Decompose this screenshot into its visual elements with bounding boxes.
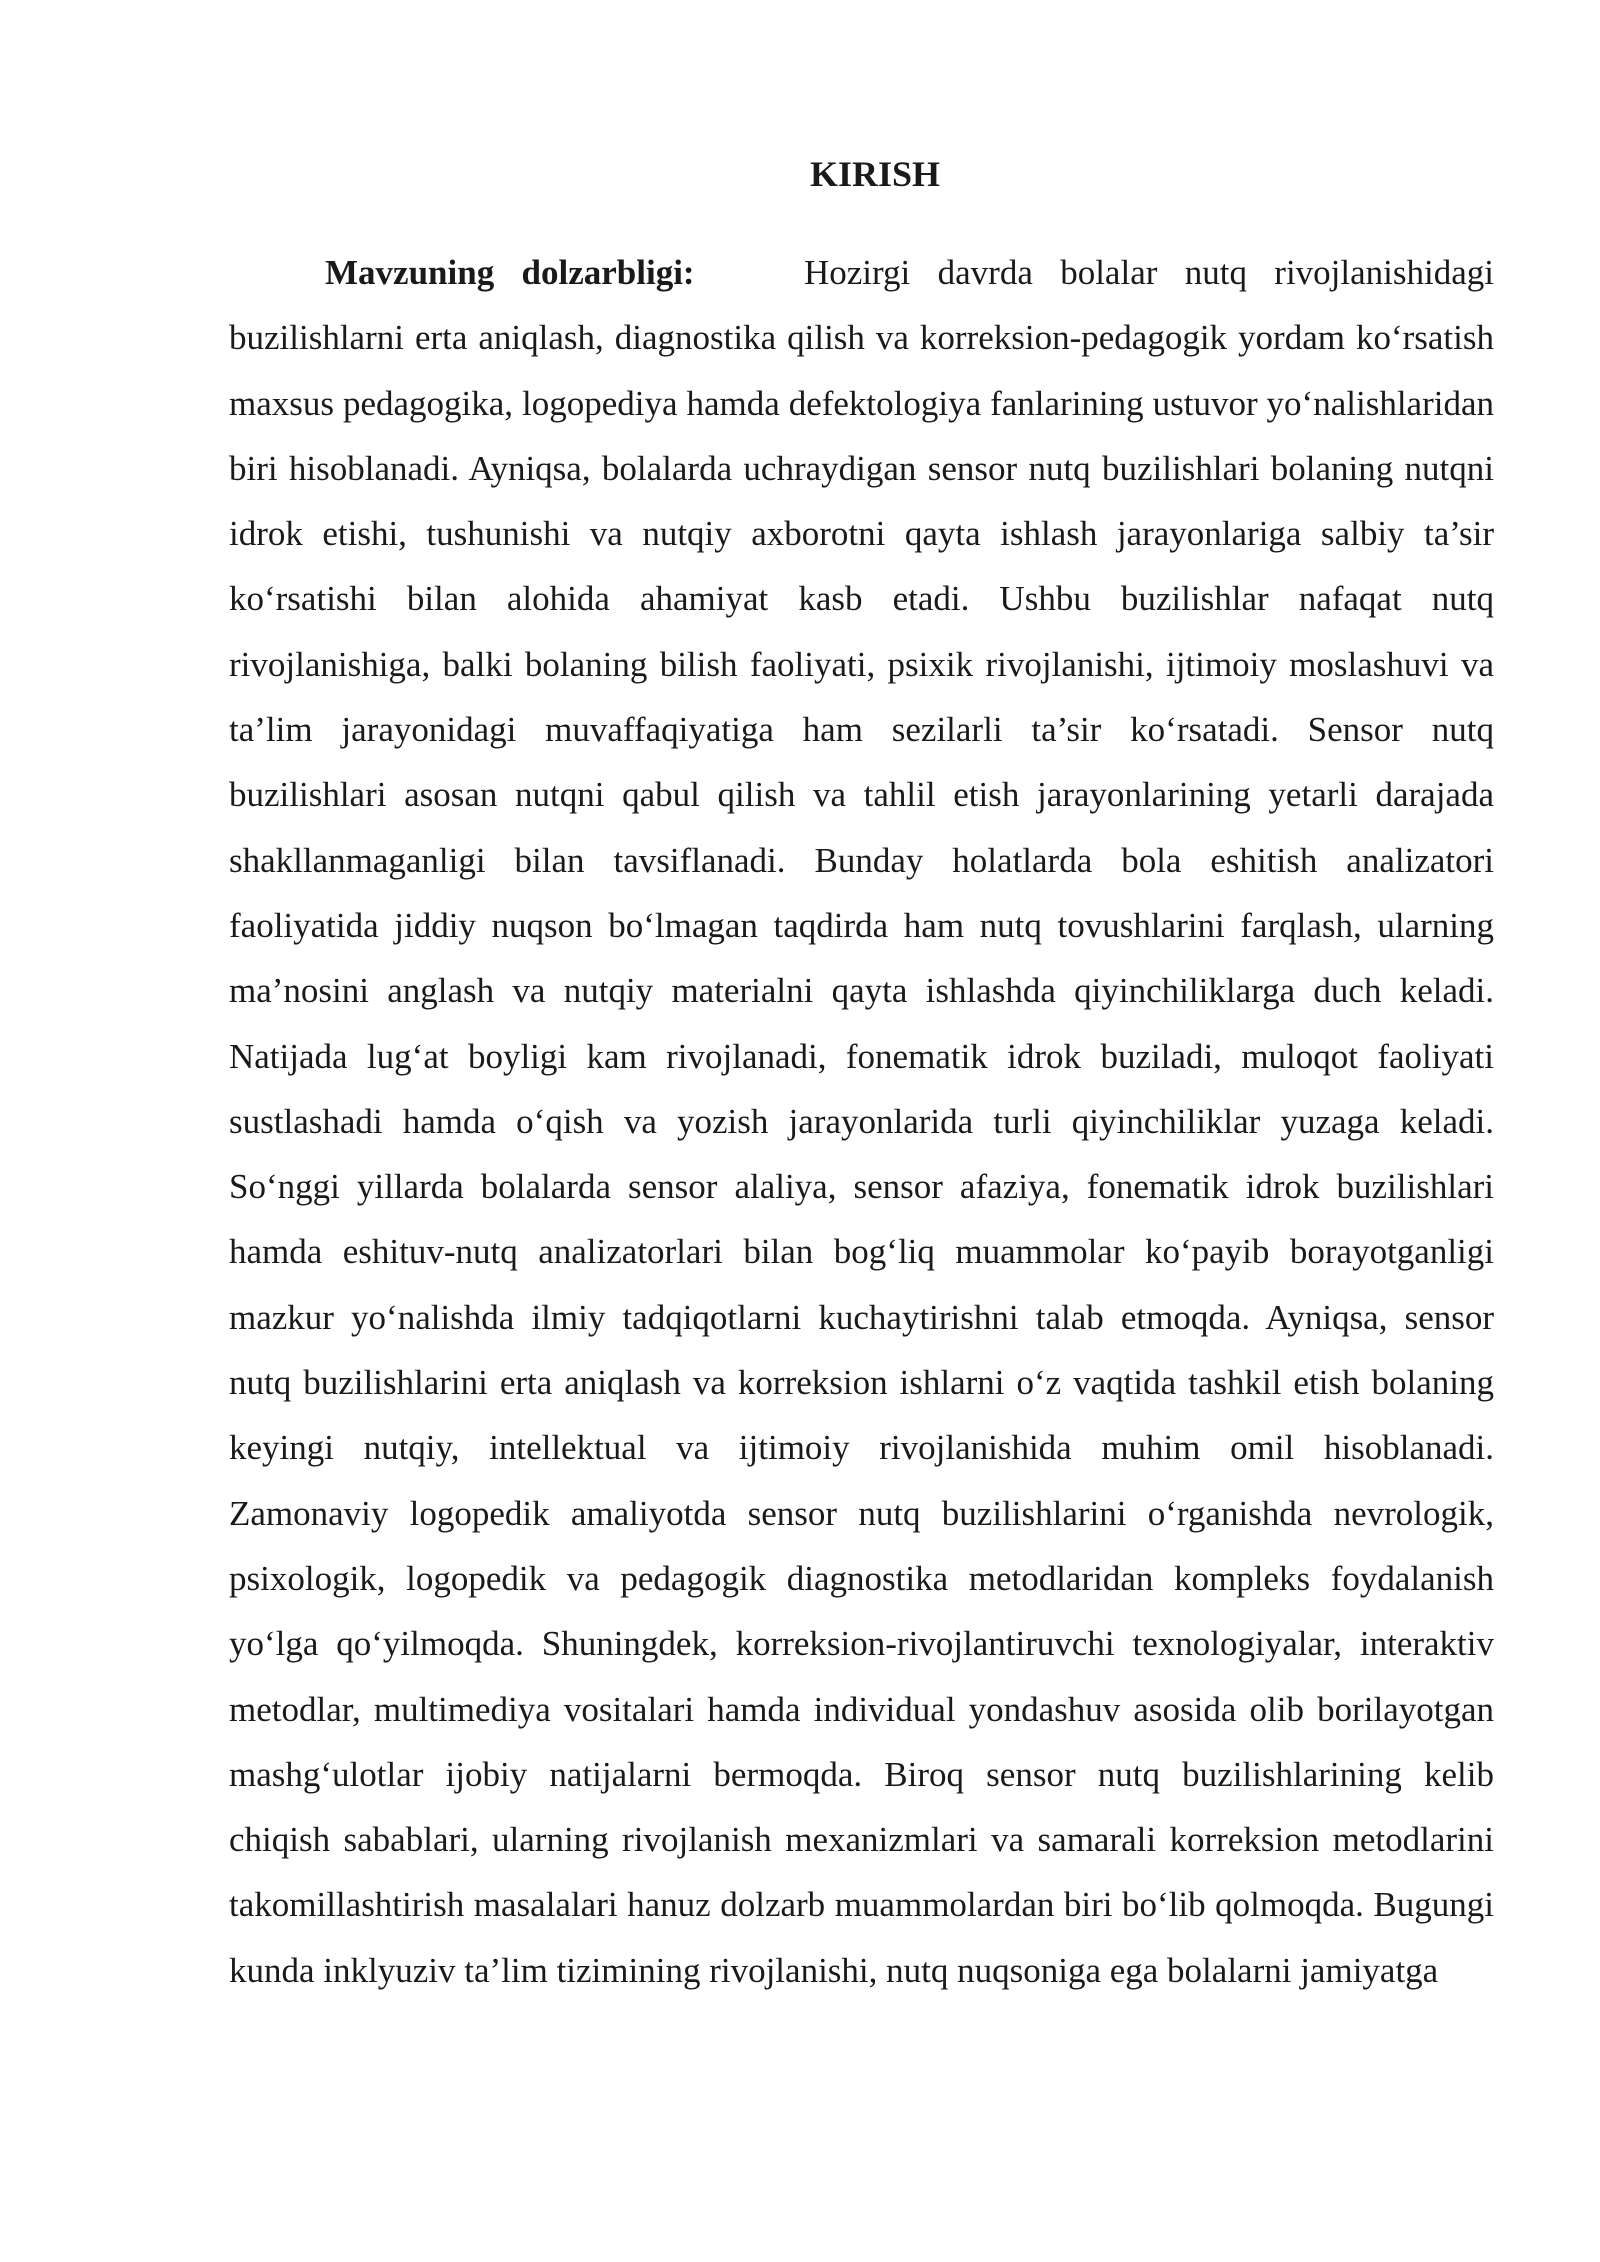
body-paragraph <box>229 240 1494 2003</box>
lead-label: Mavzuning dolzarbligi: <box>325 253 695 292</box>
page-title: KIRISH <box>809 154 941 194</box>
paragraph-text: Hozirgi davrda bolalar nutq rivojlanishidagi buzilishlarni erta aniqlash, diagnostika qilish va korreksion-pedagogik yordam ko‘rsatish maxsus pedagogika, logopediya hamda defektologiya fanlarining ustuvor yo‘nalishlaridan biri hisoblanadi. Ayniqsa, bolalarda uchraydigan sensor nutq buzilishlari bolaning nutqni idrok etishi, tushunishi va nutqiy axborotni qayta ishlash jarayonlariga salbiy ta’sir ko‘rsatishi bilan alohida ahamiyat kasb etadi. Ushbu buzilishlar nafaqat nutq rivojlanishiga, balki bolaning bilish faoliyati, psixik rivojlanishi, ijtimoiy moslashuvi va ta’lim jarayonidagi muvaffaqiyatiga ham sezilarli ta’sir ko‘rsatadi. Sensor nutq buzilishlari asosan nutqni qabul qilish va tahlil etish jarayonlarining yetarli darajada shakllanmaganligi bilan tavsiflanadi. Bunday holatlarda bola eshitish analizatori faoliyatida jiddiy nuqson bo‘lmagan taqdirda ham nutq tovushlarini farqlash, ularning ma’nosini anglash va nutqiy materialni qayta ishlashda qiyinchiliklarga duch keladi. Natijada lug‘at boyligi kam rivojlanadi, fonematik idrok buziladi, muloqot faoliyati sustlashadi hamda o‘qish va yozish jarayonlarida turli qiyinchiliklar yuzaga keladi. So‘nggi yillarda bolalarda sensor alaliya, sensor afaziya, fonematik idrok buzilishlari hamda eshituv-nutq analizatorlari bilan bog‘liq muammolar ko‘payib borayotganligi mazkur yo‘nalishda ilmiy tadqiqotlarni kuchaytirishni talab etmoqda. Ayniqsa, sensor nutq buzilishlarini erta aniqlash va korreksion ishlarni o‘z vaqtida tashkil etish bolaning keyingi nutqiy, intellektual va ijtimoiy rivojlanishida muhim omil hisoblanadi. Zamonaviy logopedik amaliyotda sensor nutq buzilishlarini o‘rganishda nevrologik, psixologik, logopedik va pedagogik diagnostika metodlaridan kompleks foydalanish yo‘lga qo‘yilmoqda. Shuningdek, korreksion-rivojlantiruvchi texnologiyalar, interaktiv metodlar, multimediya vositalari hamda individual yondashuv asosida olib borilayotgan mashg‘ulotlar ijobiy natijalarni bermoqda. Biroq sensor nutq buzilishlarining kelib chiqish sabablari, ularning rivojlanish mexanizmlari va samarali korreksion metodlarini takomillashtirish masalalari hanuz dolzarb muammolardan biri bo‘lib qolmoqda. Bugungi kunda inklyuziv ta’lim tizimining rivojlanishi, nutq nuqsoniga ega bolalarni jamiyatga <box>229 253 1494 1990</box>
